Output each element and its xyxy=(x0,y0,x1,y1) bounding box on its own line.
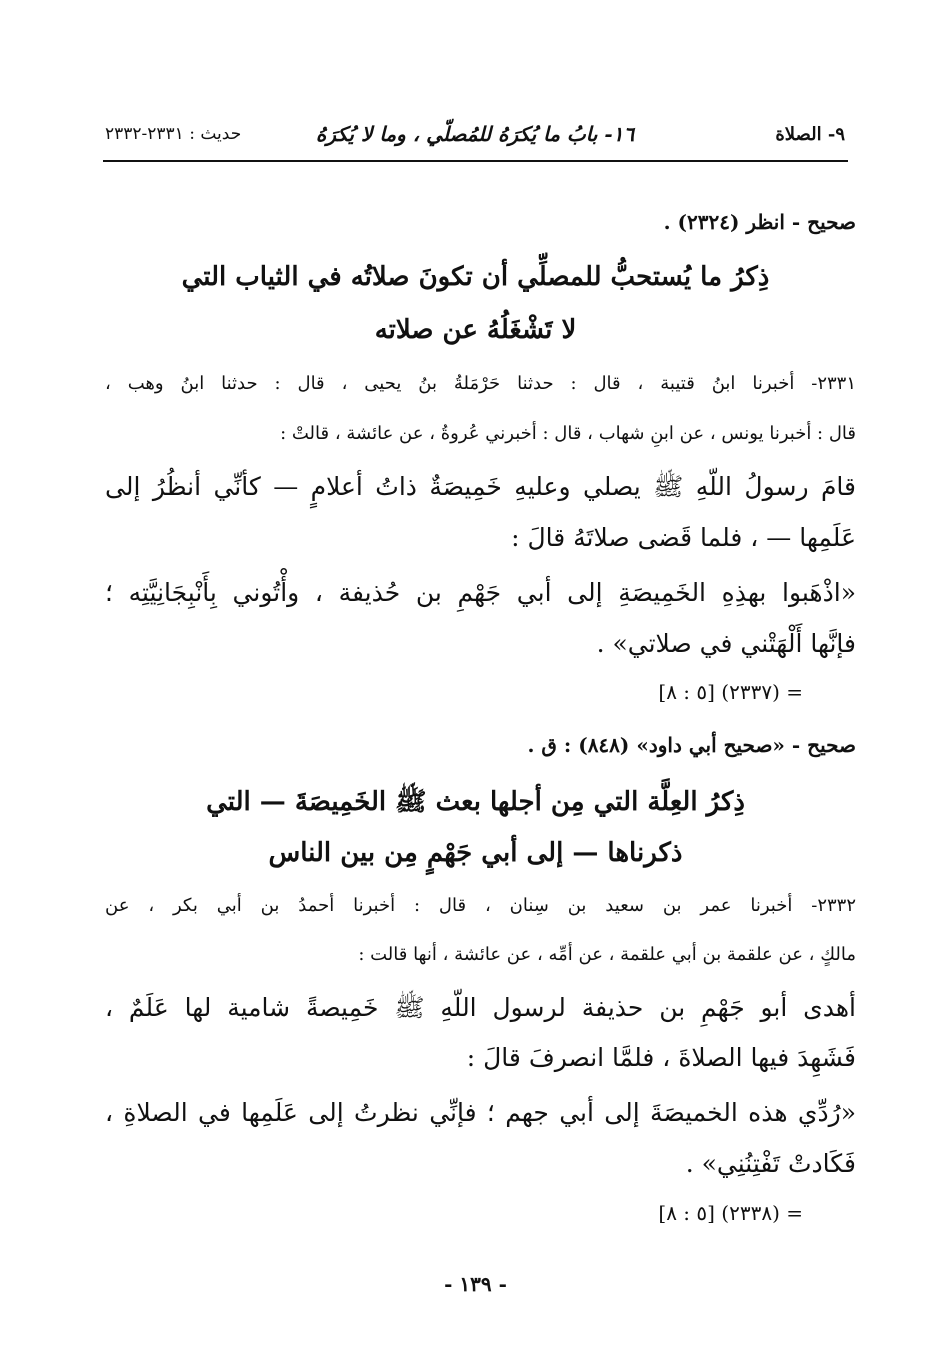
hadith-range: حديث : ٢٣٣١-٢٣٣٢ xyxy=(105,124,242,144)
prophetic-quote: «اذْهَبوا بهذِهِ الخَمِيصَةِ إلى أبي جَهْمِ بن حُذيفة ، وأْتُوني بِأَنْبِجَانِيَّتِه ؛ xyxy=(105,578,856,607)
prophetic-quote: فإنَّها أَلْهَتْني في صلاتي» . xyxy=(596,629,856,658)
matn-text: قامَ رسولُ اللّهِ ﷺ يصلي وعليهِ خَمِيصَةٌ ذاتُ أعلامٍ — كأنِّي أنظُرُ إلى xyxy=(105,472,856,501)
isnad-text: قال : أخبرنا يونس ، عن ابنِ شهاب ، قال : أخبرني عُروةُ ، عن عائشة ، قالتْ : xyxy=(280,423,856,444)
chapter-label: ٩- الصلاة xyxy=(775,124,845,145)
prophetic-quote: فَكَادتْ تَفْتِنُنِي» . xyxy=(685,1149,856,1178)
chapter-heading: ذكرناها — إلى أبي جَهْمٍ مِن بين الناس xyxy=(268,838,683,868)
page-number: - ١٣٩ - xyxy=(444,1272,507,1296)
chapter-heading: لا تَشْغَلُهُ عن صلاته xyxy=(374,315,577,345)
cross-reference: = (٢٣٣٧) [٥ : ٨] xyxy=(658,680,803,704)
grading-text: صحيح - «صحيح أبي داود» (٨٤٨) : ق . xyxy=(527,733,856,757)
chapter-heading: ذِكرُ العِلَّة التي مِن أجلها بعث ﷺ الخَمِيصَةَ — التي xyxy=(206,787,745,817)
isnad-text: ٢٣٣٢- أخبرنا عمر بن سعيد بن سِنان ، قال : أخبرنا أحمدُ بن أبي بكر ، عن xyxy=(105,895,856,916)
prophetic-quote: «رُدِّي هذه الخميصَةَ إلى أبي جهم ؛ فإنِّي نظرتُ إلى عَلَمِها في الصلاةِ ، xyxy=(105,1098,856,1127)
matn-text: فَشَهِدَ فيها الصلاةَ ، فلمَّا انصرفَ قالَ : xyxy=(466,1043,856,1072)
running-header xyxy=(105,118,845,158)
grading-text: صحيح - انظر (٢٣٢٤) . xyxy=(663,210,856,234)
matn-text: عَلَمِها — ، فلما قَضى صلاتَهُ قالَ : xyxy=(511,523,856,552)
chapter-heading: ذِكرُ ما يُستحبُّ للمصلِّي أن تكونَ صلاتُه في الثياب التي xyxy=(181,262,770,292)
isnad-text: ٢٣٣١- أخبرنا ابنُ قتيبة ، قال : حدثنا حَرْمَلةُ بنُ يحيى ، قال : حدثنا ابنُ وهب ، xyxy=(105,373,856,394)
header-rule xyxy=(103,160,848,162)
isnad-text: مالكٍ ، عن علقمة بن أبي علقمة ، عن أمِّه ، عن عائشة ، أنها قالت : xyxy=(358,944,856,965)
section-title: ١٦- بابُ ما يُكرَهُ للمُصلّي ، وما لا يُكرَهُ xyxy=(315,122,635,146)
cross-reference: = (٢٣٣٨) [٥ : ٨] xyxy=(658,1201,803,1225)
matn-text: أهدى أبو جَهْمِ بن حذيفة لرسول اللّهِ ﷺ خَمِيصةً شامية لها عَلَمٌ ، xyxy=(105,993,856,1022)
